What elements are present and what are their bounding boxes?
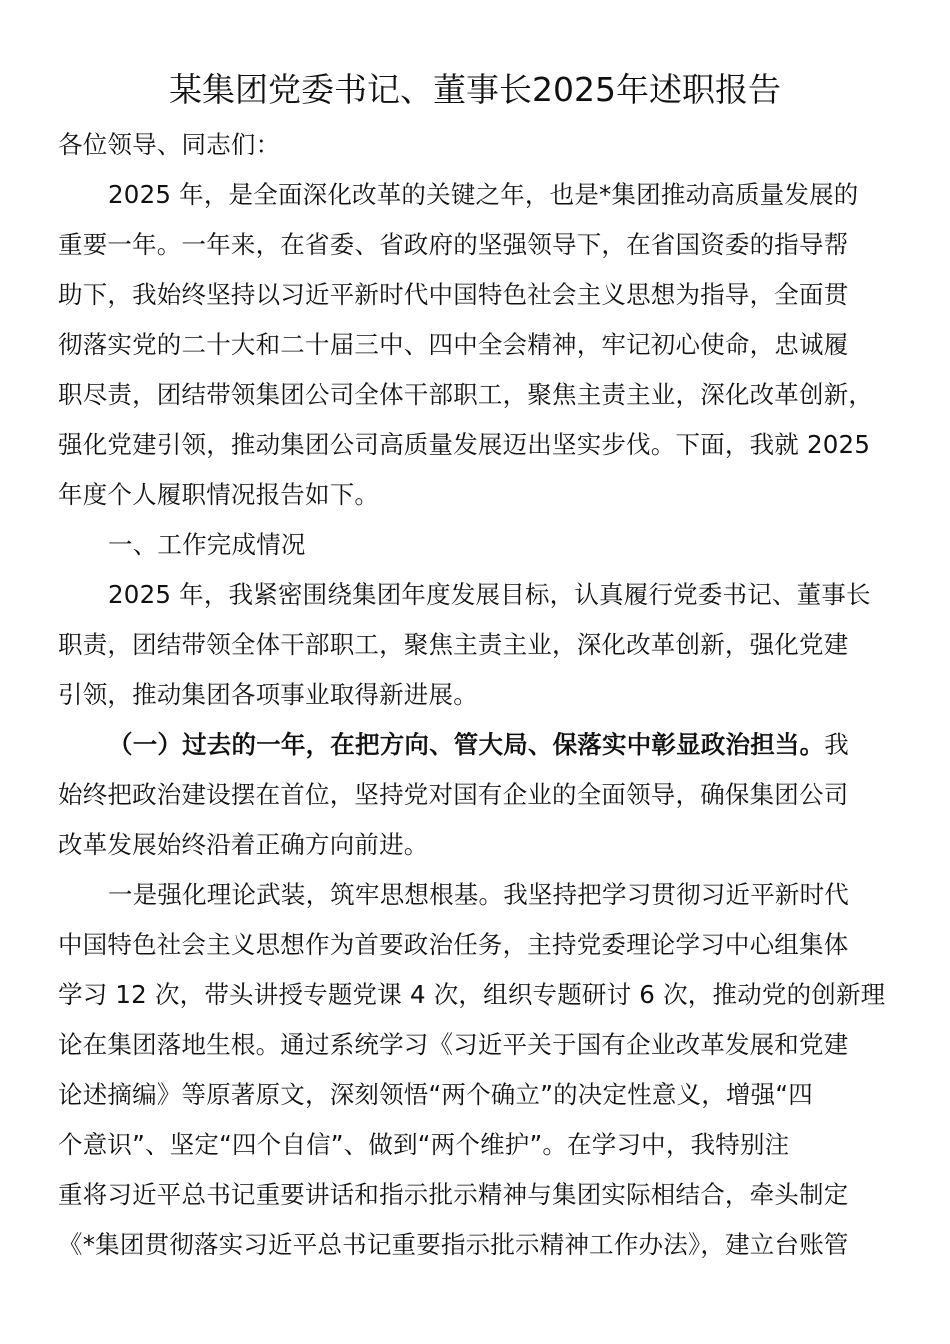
text-line: 中国特色社会主义思想作为首要政治任务，主持党委理论学习中心组集体 (58, 930, 849, 959)
paragraph-item-1 (58, 870, 894, 1270)
text-line: 引领，推动集团各项事业取得新进展。 (58, 680, 478, 709)
text-line: 年度个人履职情况报告如下。 (58, 480, 380, 509)
text-line: 始终把政治建设摆在首位，坚持党对国有企业的全面领导，确保集团公司 (58, 780, 849, 809)
subsection-heading: （一）过去的一年，在把方向、管大局、保落实中彰显政治担当。 (108, 730, 825, 759)
text-line: 强化党建引领，推动集团公司高质量发展迈出坚实步伐。下面，我就 2025 (58, 430, 871, 459)
text-line: 2025 年，我紧密围绕集团年度发展目标，认真履行党委书记、董事长 (108, 580, 871, 609)
document-title: 某集团党委书记、董事长2025年述职报告 (169, 70, 781, 109)
text-run: 我 (824, 730, 849, 759)
text-line: 论在集团落地生根。通过系统学习《习近平关于国有企业改革发展和党建 (58, 1030, 849, 1059)
text-line: 职尽责，团结带领集团公司全体干部职工，聚焦主责主业，深化改革创新， (58, 380, 874, 409)
text-line: 重要一年。一年来，在省委、省政府的坚强领导下，在省国资委的指导帮 (58, 230, 849, 259)
document-body (58, 120, 894, 1270)
section-heading: 一、工作完成情况 (108, 530, 306, 559)
salutation: 各位领导、同志们： (58, 130, 281, 159)
text-line: 彻落实党的二十大和二十届三中、四中全会精神，牢记初心使命，忠诚履 (58, 330, 849, 359)
text-line: 论述摘编》等原著原文，深刻领悟“两个确立”的决定性意义，增强“四 (58, 1080, 813, 1109)
text-line: 重将习近平总书记重要讲话和指示批示精神与集团实际相结合，牵头制定 (58, 1180, 849, 1209)
paragraph-subsection-1 (58, 720, 894, 870)
text-line: 职责，团结带领全体干部职工，聚焦主责主业，深化改革创新，强化党建 (58, 630, 849, 659)
text-line: 学习 12 次，带头讲授专题党课 4 次，组织专题研讨 6 次，推动党的创新理 (58, 980, 886, 1009)
text-line: 一是强化理论武装，筑牢思想根基。我坚持把学习贯彻习近平新时代 (108, 880, 849, 909)
text-line: 个意识”、坚定“四个自信”、做到“两个维护”。在学习中，我特别注 (58, 1130, 790, 1159)
text-line (58, 720, 894, 770)
text-line: 《*集团贯彻落实习近平总书记重要指示批示精神工作办法》，建立台账管 (58, 1230, 849, 1259)
paragraph-intro (58, 170, 894, 520)
paragraph-section-summary (58, 570, 894, 720)
text-line: 改革发展始终沿着正确方向前进。 (58, 830, 429, 859)
text-line: 助下，我始终坚持以习近平新时代中国特色社会主义思想为指导，全面贯 (58, 280, 849, 309)
text-line: 2025 年，是全面深化改革的关键之年，也是*集团推动高质量发展的 (108, 180, 859, 209)
